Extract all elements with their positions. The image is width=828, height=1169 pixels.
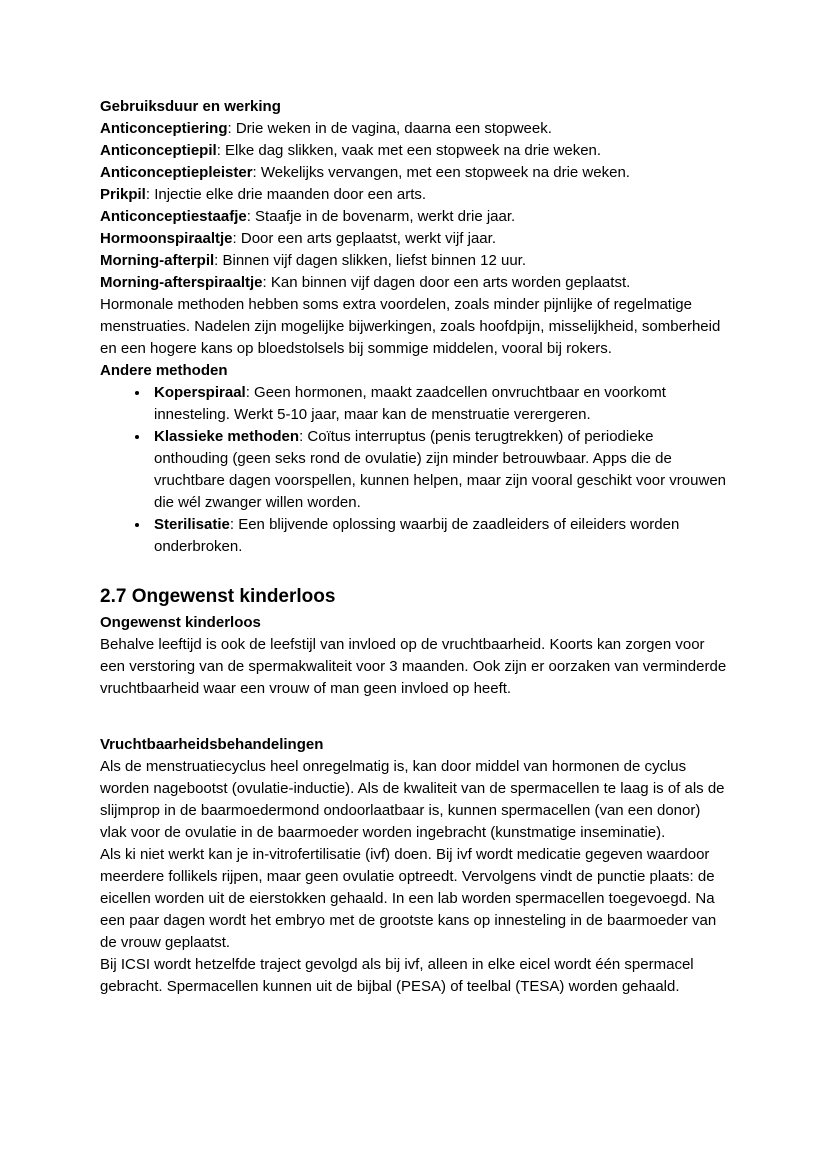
heading-gebruiksduur-en-werking: Gebruiksduur en werking	[100, 98, 281, 115]
method-item	[100, 206, 730, 228]
bullet-list	[100, 382, 730, 558]
method-term: Anticonceptiepleister	[100, 164, 253, 181]
method-item	[100, 228, 730, 250]
method-item	[100, 140, 730, 162]
heading-2-7-ongewenst-kinderloos: 2.7 Ongewenst kinderloos	[100, 586, 336, 607]
method-term: Morning-afterspiraaltje	[100, 274, 263, 291]
bullet-description: : Een blijvende oplossing waarbij de zaadleiders of eileiders worden onderbroken.	[154, 516, 680, 555]
bullet-item	[150, 382, 730, 426]
heading-vruchtbaarheidsbehandelingen: Vruchtbaarheidsbehandelingen	[100, 736, 324, 753]
method-description: : Binnen vijf dagen slikken, liefst binnen 12 uur.	[214, 252, 527, 269]
bullet-term: Klassieke methoden	[154, 428, 300, 445]
method-term: Prikpil	[100, 186, 146, 203]
method-item	[100, 118, 730, 140]
paragraph-hormonale-methoden: Hormonale methoden hebben soms extra voordelen, zoals minder pijnlijke of regelmatige menstruaties. Nadelen zijn mogelijke bijwerkingen, zoals hoofdpijn, misselijkheid, somberheid en een hogere kans op bloedstolsels bij sommige middelen, vooral bij rokers.	[100, 296, 721, 357]
bullet-description: : Coïtus interruptus (penis terugtrekken) of periodieke onthouding (geen seks rond de ovulatie) zijn minder betrouwbaar. Apps die de vruchtbare dagen voorspellen, kunnen helpen, maar zijn vooral geschikt voor vrouwen die wél zwanger willen worden.	[154, 428, 726, 511]
paragraph-icsi: Bij ICSI wordt hetzelfde traject gevolgd als bij ivf, alleen in elke eicel wordt één spermacel gebracht. Spermacellen kunnen uit de bijbal (PESA) of teelbal (TESA) worden gehaald.	[100, 956, 694, 995]
bullet-item	[150, 426, 730, 514]
method-term: Morning-afterpil	[100, 252, 215, 269]
subheading-ongewenst-kinderloos: Ongewenst kinderloos	[100, 614, 261, 631]
method-description: : Drie weken in de vagina, daarna een stopweek.	[227, 120, 552, 137]
method-description: : Door een arts geplaatst, werkt vijf jaar.	[232, 230, 496, 247]
method-item	[100, 184, 730, 206]
method-description: : Kan binnen vijf dagen door een arts worden geplaatst.	[262, 274, 631, 291]
method-item	[100, 162, 730, 184]
paragraph-ovulatie-inductie: Als de menstruatiecyclus heel onregelmatig is, kan door middel van hormonen de cyclus worden nagebootst (ovulatie-inductie). Als de kwaliteit van de spermacellen te laag is of als de slijmprop in de baarmoedermond ondoorlaatbaar is, kunnen spermacellen (van een donor) vlak voor de ovulatie in de baarmoeder worden ingebracht (kunstmatige inseminatie).	[100, 758, 725, 841]
bullet-item	[150, 514, 730, 558]
method-term: Anticonceptiepil	[100, 142, 217, 159]
method-item	[100, 272, 730, 294]
method-description: : Injectie elke drie maanden door een arts.	[145, 186, 427, 203]
method-description: : Staafje in de bovenarm, werkt drie jaar.	[246, 208, 516, 225]
heading-andere-methoden: Andere methoden	[100, 362, 228, 379]
method-description: : Wekelijks vervangen, met een stopweek na drie weken.	[252, 164, 630, 181]
method-term: Anticonceptiering	[100, 120, 228, 137]
method-term: Anticonceptiestaafje	[100, 208, 247, 225]
paragraph-ongewenst-kinderloos: Behalve leeftijd is ook de leefstijl van invloed op de vruchtbaarheid. Koorts kan zorgen voor een verstoring van de spermakwaliteit voor 3 maanden. Ook zijn er oorzaken van verminderde vruchtbaarheid waar een vrouw of man geen invloed op heeft.	[100, 636, 727, 697]
method-item	[100, 250, 730, 272]
paragraph-ivf: Als ki niet werkt kan je in-vitrofertilisatie (ivf) doen. Bij ivf wordt medicatie gegeven waardoor meerdere follikels rijpen, maar geen ovulatie optreedt. Vervolgens vindt de punctie plaats: de eicellen worden uit de eierstokken gehaald. In een lab worden spermacellen toegevoegd. Na een paar dagen wordt het embryo met de grootste kans op innesteling in de baarmoeder van de vrouw geplaatst.	[100, 846, 717, 951]
bullet-term: Sterilisatie	[154, 516, 230, 533]
method-term: Hormoonspiraaltje	[100, 230, 233, 247]
bullet-description: : Geen hormonen, maakt zaadcellen onvruchtbaar en voorkomt innesteling. Werkt 5-10 jaar, maar kan de menstruatie verergeren.	[154, 384, 666, 423]
bullet-term: Koperspiraal	[154, 384, 246, 401]
method-description: : Elke dag slikken, vaak met een stopweek na drie weken.	[216, 142, 602, 159]
